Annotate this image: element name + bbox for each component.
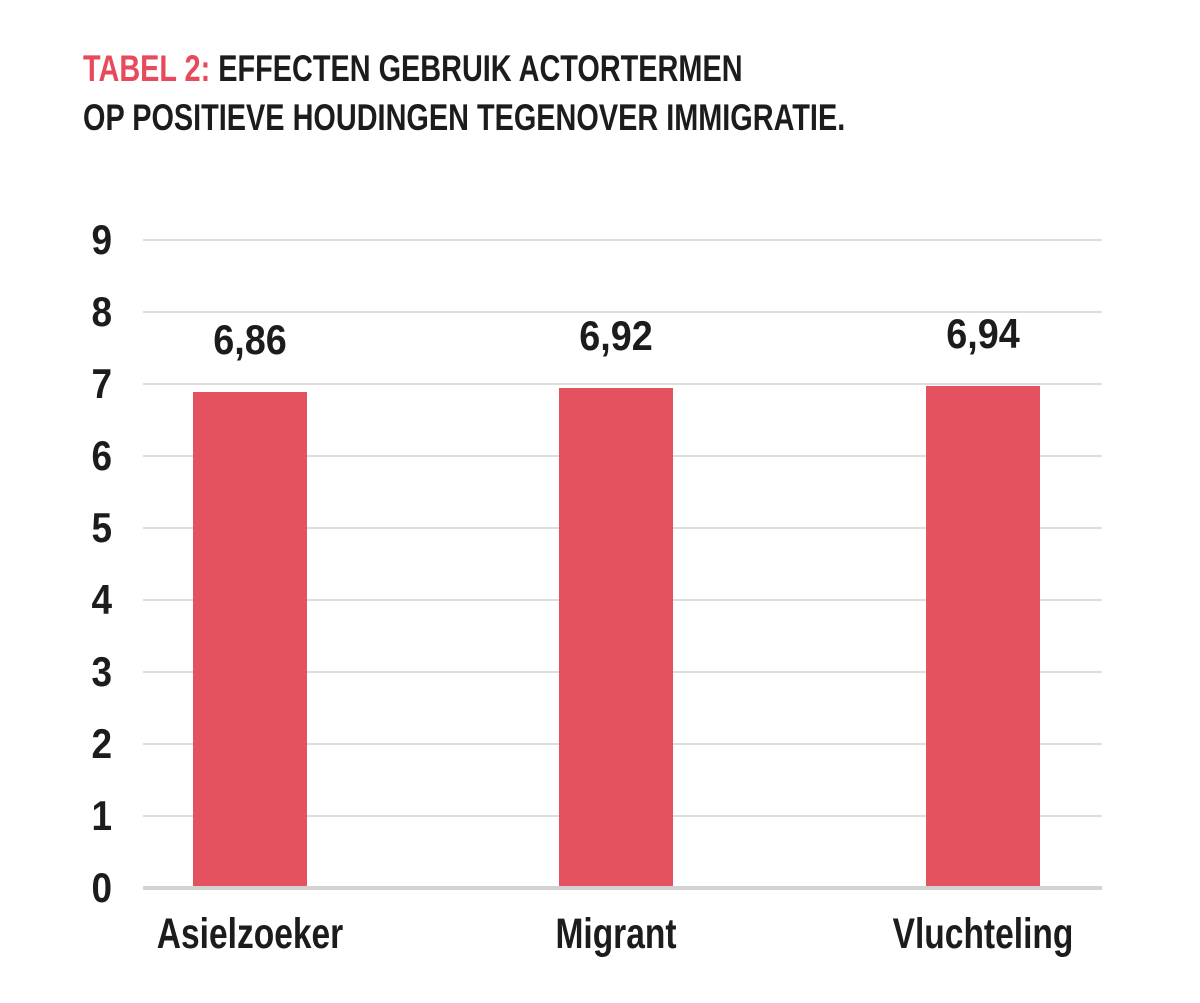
y-axis-tick-1: 1 [91,792,112,839]
y-axis-tick-4: 4 [91,576,112,623]
y-axis-tick-2: 2 [91,720,112,767]
chart-title-line-2: OP POSITIEVE HOUDINGEN TEGENOVER IMMIGRATIE. [83,97,846,138]
gridline-y7 [143,383,1102,385]
bar-asielzoeker [193,392,307,886]
x-axis-label-migrant: Migrant [555,910,677,958]
x-axis-label-asielzoeker: Asielzoeker [156,910,344,958]
y-axis-tick-9: 9 [91,216,112,263]
y-axis-tick-0: 0 [91,864,112,911]
y-axis-tick-3: 3 [91,648,112,695]
y-axis-tick-5: 5 [91,504,112,551]
value-label-asielzoeker: 6,86 [213,316,287,363]
chart-title-accent: TABEL 2: [83,48,211,89]
y-axis-tick-7: 7 [91,360,112,407]
x-axis-line [143,886,1102,890]
chart-title-rest: EFFECTEN GEBRUIK ACTORTERMEN [218,48,743,89]
value-label-migrant: 6,92 [579,312,653,359]
gridline-y9 [143,239,1102,241]
y-axis-tick-6: 6 [91,432,112,479]
x-axis-label-vluchteling: Vluchteling [892,910,1074,958]
plot-area [91,216,1102,958]
bar-migrant [559,388,673,886]
y-axis-tick-8: 8 [91,288,112,335]
chart-title [83,44,845,142]
value-label-vluchteling: 6,94 [946,310,1020,357]
chart-title-line-1 [83,44,845,93]
bar-vluchteling [926,386,1040,886]
